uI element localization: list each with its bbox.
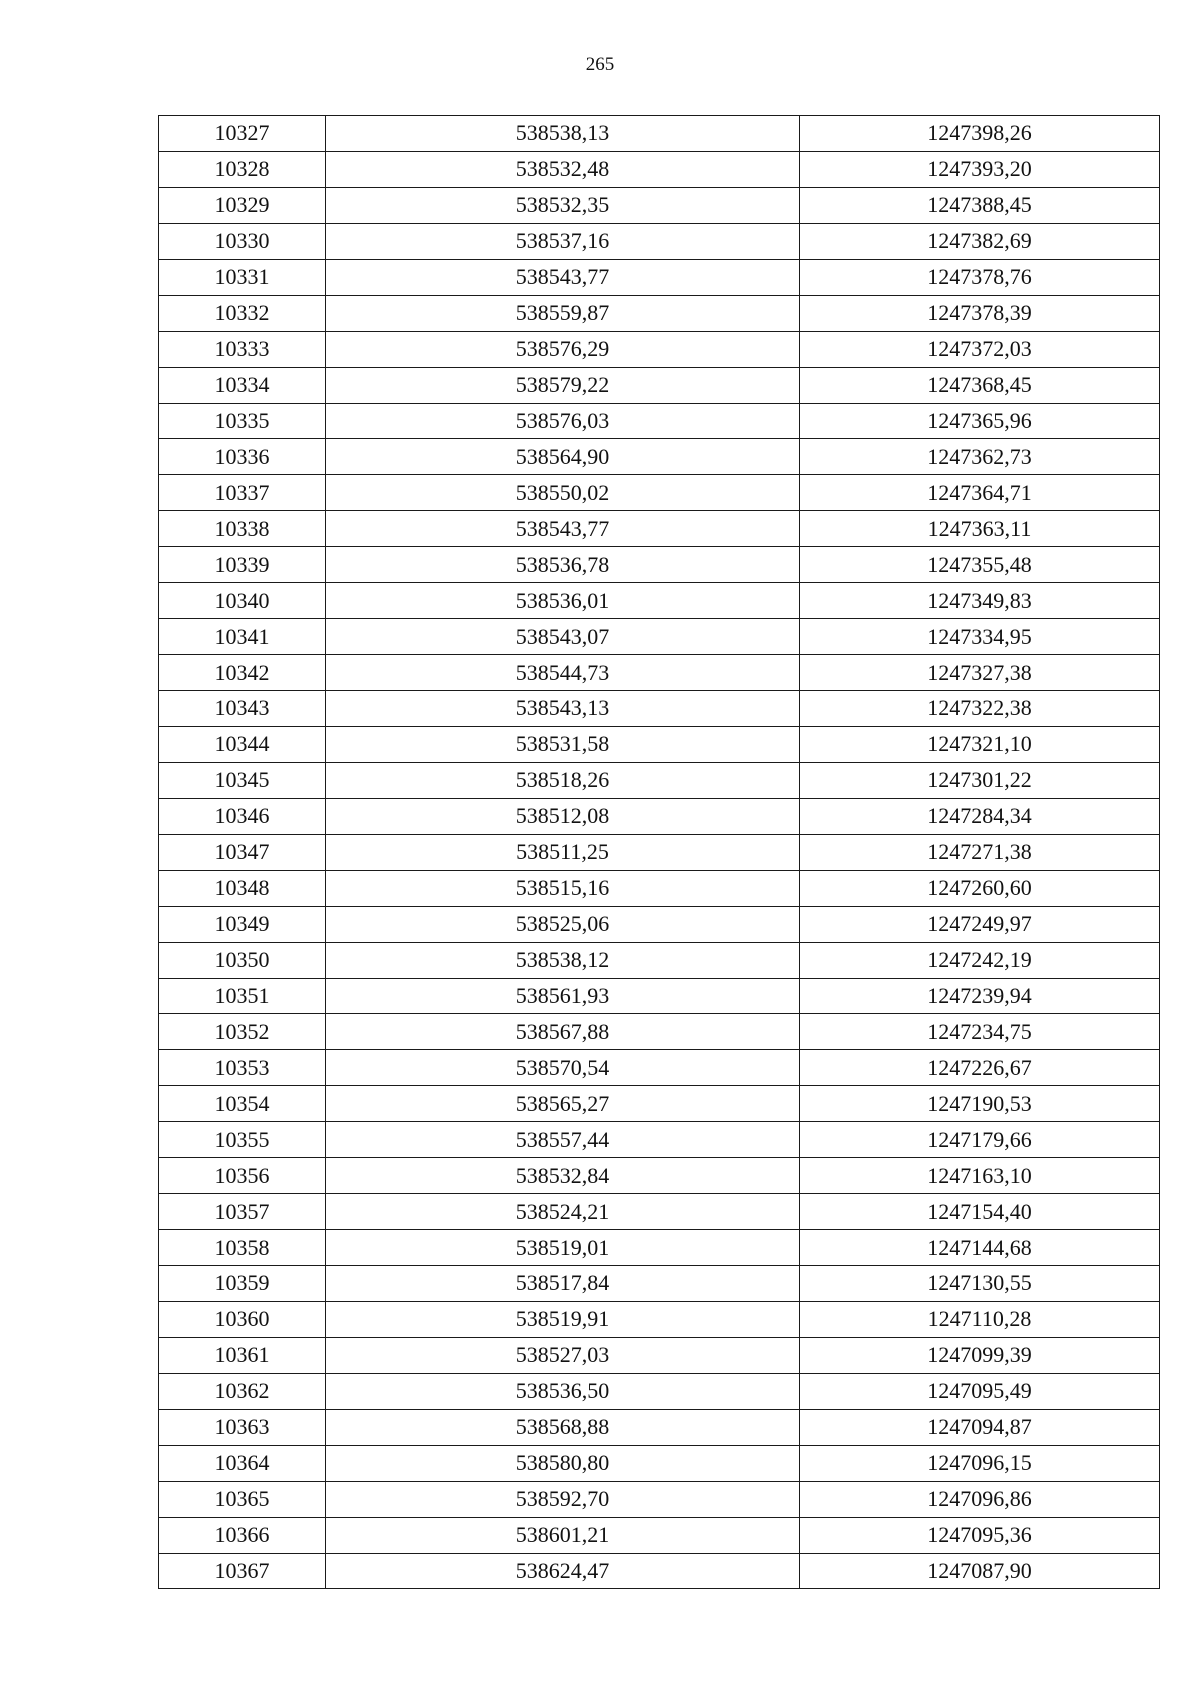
- x-coordinate-cell: 538524,21: [326, 1194, 800, 1230]
- x-coordinate-cell: 538568,88: [326, 1409, 800, 1445]
- point-number-cell: 10328: [159, 151, 326, 187]
- table-row: [159, 1481, 1160, 1517]
- table-row: [159, 1373, 1160, 1409]
- y-coordinate-cell: 1247372,03: [800, 331, 1160, 367]
- x-coordinate-cell: 538576,03: [326, 403, 800, 439]
- x-coordinate-cell: 538515,16: [326, 870, 800, 906]
- x-coordinate-cell: 538527,03: [326, 1337, 800, 1373]
- table-row: [159, 619, 1160, 655]
- point-number-cell: 10341: [159, 619, 326, 655]
- y-coordinate-cell: 1247321,10: [800, 726, 1160, 762]
- point-number-cell: 10334: [159, 367, 326, 403]
- table-row: [159, 726, 1160, 762]
- table-row: [159, 942, 1160, 978]
- y-coordinate-cell: 1247087,90: [800, 1553, 1160, 1589]
- table-row: [159, 906, 1160, 942]
- point-number-cell: 10342: [159, 655, 326, 691]
- point-number-cell: 10359: [159, 1266, 326, 1302]
- table-row: [159, 1517, 1160, 1553]
- x-coordinate-cell: 538576,29: [326, 331, 800, 367]
- x-coordinate-cell: 538511,25: [326, 834, 800, 870]
- point-number-cell: 10355: [159, 1122, 326, 1158]
- table-row: [159, 475, 1160, 511]
- y-coordinate-cell: 1247334,95: [800, 619, 1160, 655]
- table-row: [159, 1301, 1160, 1337]
- x-coordinate-cell: 538512,08: [326, 798, 800, 834]
- table-row: [159, 691, 1160, 727]
- point-number-cell: 10347: [159, 834, 326, 870]
- table-row: [159, 762, 1160, 798]
- x-coordinate-cell: 538624,47: [326, 1553, 800, 1589]
- y-coordinate-cell: 1247382,69: [800, 223, 1160, 259]
- x-coordinate-cell: 538550,02: [326, 475, 800, 511]
- table-row: [159, 367, 1160, 403]
- y-coordinate-cell: 1247094,87: [800, 1409, 1160, 1445]
- y-coordinate-cell: 1247260,60: [800, 870, 1160, 906]
- x-coordinate-cell: 538536,01: [326, 583, 800, 619]
- table-row: [159, 1158, 1160, 1194]
- table-row: [159, 798, 1160, 834]
- x-coordinate-cell: 538536,50: [326, 1373, 800, 1409]
- y-coordinate-cell: 1247301,22: [800, 762, 1160, 798]
- y-coordinate-cell: 1247095,36: [800, 1517, 1160, 1553]
- y-coordinate-cell: 1247378,39: [800, 295, 1160, 331]
- table-row: [159, 1122, 1160, 1158]
- point-number-cell: 10356: [159, 1158, 326, 1194]
- point-number-cell: 10362: [159, 1373, 326, 1409]
- point-number-cell: 10365: [159, 1481, 326, 1517]
- x-coordinate-cell: 538518,26: [326, 762, 800, 798]
- point-number-cell: 10352: [159, 1014, 326, 1050]
- point-number-cell: 10363: [159, 1409, 326, 1445]
- x-coordinate-cell: 538538,12: [326, 942, 800, 978]
- point-number-cell: 10340: [159, 583, 326, 619]
- table-row: [159, 295, 1160, 331]
- y-coordinate-cell: 1247327,38: [800, 655, 1160, 691]
- x-coordinate-cell: 538519,01: [326, 1230, 800, 1266]
- point-number-cell: 10333: [159, 331, 326, 367]
- point-number-cell: 10351: [159, 978, 326, 1014]
- point-number-cell: 10346: [159, 798, 326, 834]
- table-row: [159, 259, 1160, 295]
- table-row: [159, 331, 1160, 367]
- y-coordinate-cell: 1247234,75: [800, 1014, 1160, 1050]
- x-coordinate-cell: 538517,84: [326, 1266, 800, 1302]
- y-coordinate-cell: 1247393,20: [800, 151, 1160, 187]
- x-coordinate-cell: 538538,13: [326, 116, 800, 152]
- table-row: [159, 1266, 1160, 1302]
- x-coordinate-cell: 538579,22: [326, 367, 800, 403]
- table-row: [159, 439, 1160, 475]
- table-row: [159, 1194, 1160, 1230]
- point-number-cell: 10327: [159, 116, 326, 152]
- point-number-cell: 10348: [159, 870, 326, 906]
- x-coordinate-cell: 538532,35: [326, 187, 800, 223]
- y-coordinate-cell: 1247144,68: [800, 1230, 1160, 1266]
- table-row: [159, 1409, 1160, 1445]
- point-number-cell: 10367: [159, 1553, 326, 1589]
- table-row: [159, 511, 1160, 547]
- point-number-cell: 10345: [159, 762, 326, 798]
- point-number-cell: 10343: [159, 691, 326, 727]
- x-coordinate-cell: 538519,91: [326, 1301, 800, 1337]
- table-row: [159, 1337, 1160, 1373]
- table-row: [159, 403, 1160, 439]
- point-number-cell: 10331: [159, 259, 326, 295]
- table-body: [159, 116, 1160, 1589]
- point-number-cell: 10358: [159, 1230, 326, 1266]
- table-row: [159, 116, 1160, 152]
- coordinates-table: [158, 115, 1160, 1589]
- page-number: 265: [585, 54, 615, 75]
- x-coordinate-cell: 538536,78: [326, 547, 800, 583]
- y-coordinate-cell: 1247096,15: [800, 1445, 1160, 1481]
- y-coordinate-cell: 1247190,53: [800, 1086, 1160, 1122]
- point-number-cell: 10366: [159, 1517, 326, 1553]
- y-coordinate-cell: 1247179,66: [800, 1122, 1160, 1158]
- y-coordinate-cell: 1247355,48: [800, 547, 1160, 583]
- x-coordinate-cell: 538525,06: [326, 906, 800, 942]
- x-coordinate-cell: 538543,13: [326, 691, 800, 727]
- table-row: [159, 870, 1160, 906]
- x-coordinate-cell: 538570,54: [326, 1050, 800, 1086]
- y-coordinate-cell: 1247284,34: [800, 798, 1160, 834]
- x-coordinate-cell: 538559,87: [326, 295, 800, 331]
- y-coordinate-cell: 1247096,86: [800, 1481, 1160, 1517]
- table-row: [159, 1553, 1160, 1589]
- point-number-cell: 10357: [159, 1194, 326, 1230]
- point-number-cell: 10344: [159, 726, 326, 762]
- x-coordinate-cell: 538543,07: [326, 619, 800, 655]
- x-coordinate-cell: 538564,90: [326, 439, 800, 475]
- point-number-cell: 10337: [159, 475, 326, 511]
- x-coordinate-cell: 538601,21: [326, 1517, 800, 1553]
- x-coordinate-cell: 538567,88: [326, 1014, 800, 1050]
- point-number-cell: 10353: [159, 1050, 326, 1086]
- point-number-cell: 10329: [159, 187, 326, 223]
- x-coordinate-cell: 538580,80: [326, 1445, 800, 1481]
- x-coordinate-cell: 538537,16: [326, 223, 800, 259]
- point-number-cell: 10364: [159, 1445, 326, 1481]
- y-coordinate-cell: 1247110,28: [800, 1301, 1160, 1337]
- y-coordinate-cell: 1247099,39: [800, 1337, 1160, 1373]
- table-row: [159, 1050, 1160, 1086]
- x-coordinate-cell: 538592,70: [326, 1481, 800, 1517]
- y-coordinate-cell: 1247364,71: [800, 475, 1160, 511]
- point-number-cell: 10361: [159, 1337, 326, 1373]
- table-row: [159, 583, 1160, 619]
- table-row: [159, 151, 1160, 187]
- table-row: [159, 834, 1160, 870]
- point-number-cell: 10336: [159, 439, 326, 475]
- table-row: [159, 223, 1160, 259]
- point-number-cell: 10330: [159, 223, 326, 259]
- table-row: [159, 1014, 1160, 1050]
- point-number-cell: 10332: [159, 295, 326, 331]
- table-row: [159, 1230, 1160, 1266]
- point-number-cell: 10349: [159, 906, 326, 942]
- table-row: [159, 547, 1160, 583]
- y-coordinate-cell: 1247095,49: [800, 1373, 1160, 1409]
- x-coordinate-cell: 538544,73: [326, 655, 800, 691]
- table-row: [159, 1445, 1160, 1481]
- point-number-cell: 10354: [159, 1086, 326, 1122]
- x-coordinate-cell: 538543,77: [326, 259, 800, 295]
- y-coordinate-cell: 1247398,26: [800, 116, 1160, 152]
- y-coordinate-cell: 1247368,45: [800, 367, 1160, 403]
- x-coordinate-cell: 538543,77: [326, 511, 800, 547]
- y-coordinate-cell: 1247249,97: [800, 906, 1160, 942]
- y-coordinate-cell: 1247163,10: [800, 1158, 1160, 1194]
- table-row: [159, 1086, 1160, 1122]
- y-coordinate-cell: 1247378,76: [800, 259, 1160, 295]
- x-coordinate-cell: 538532,84: [326, 1158, 800, 1194]
- y-coordinate-cell: 1247130,55: [800, 1266, 1160, 1302]
- y-coordinate-cell: 1247154,40: [800, 1194, 1160, 1230]
- y-coordinate-cell: 1247242,19: [800, 942, 1160, 978]
- y-coordinate-cell: 1247239,94: [800, 978, 1160, 1014]
- x-coordinate-cell: 538557,44: [326, 1122, 800, 1158]
- x-coordinate-cell: 538565,27: [326, 1086, 800, 1122]
- y-coordinate-cell: 1247362,73: [800, 439, 1160, 475]
- point-number-cell: 10360: [159, 1301, 326, 1337]
- y-coordinate-cell: 1247365,96: [800, 403, 1160, 439]
- point-number-cell: 10338: [159, 511, 326, 547]
- table-row: [159, 655, 1160, 691]
- y-coordinate-cell: 1247271,38: [800, 834, 1160, 870]
- point-number-cell: 10339: [159, 547, 326, 583]
- y-coordinate-cell: 1247363,11: [800, 511, 1160, 547]
- table-row: [159, 187, 1160, 223]
- point-number-cell: 10335: [159, 403, 326, 439]
- y-coordinate-cell: 1247226,67: [800, 1050, 1160, 1086]
- y-coordinate-cell: 1247349,83: [800, 583, 1160, 619]
- y-coordinate-cell: 1247322,38: [800, 691, 1160, 727]
- y-coordinate-cell: 1247388,45: [800, 187, 1160, 223]
- x-coordinate-cell: 538531,58: [326, 726, 800, 762]
- point-number-cell: 10350: [159, 942, 326, 978]
- x-coordinate-cell: 538561,93: [326, 978, 800, 1014]
- x-coordinate-cell: 538532,48: [326, 151, 800, 187]
- table-row: [159, 978, 1160, 1014]
